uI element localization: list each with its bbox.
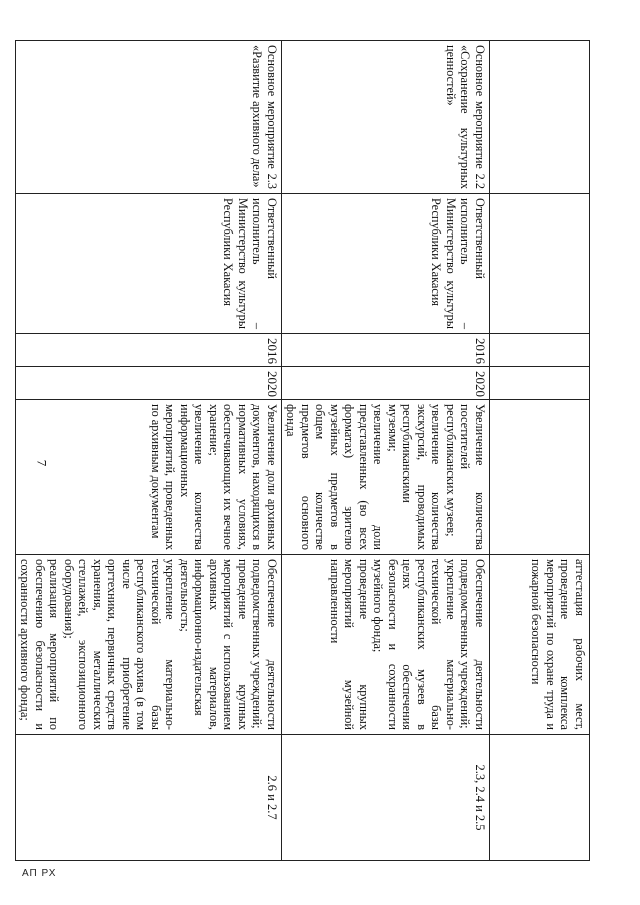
actions-cell xyxy=(490,555,590,735)
indicator-item: Увеличение количества посетителей республиканских музеев; xyxy=(444,404,487,550)
executor-cell: Ответственный исполнитель – Министерство культуры Республики Хакасия xyxy=(16,194,282,334)
action-item: Обеспечение деятельности подведомственных учреждений; xyxy=(250,559,279,730)
action-item: проведение крупных мероприятий с использованием архивных материалов, информационно-издательская деятельность; xyxy=(178,559,250,730)
action-item: Обеспечение деятельности подведомственных учреждений; xyxy=(458,559,487,730)
program-measures-table xyxy=(15,40,590,861)
indicators-cell xyxy=(16,400,282,555)
page-number: 7 xyxy=(34,459,50,467)
indicators-cell xyxy=(490,400,590,555)
table-rotation-frame xyxy=(18,40,590,860)
indicator-item: Увеличение доли архивных документов, находящихся в нормативных условиях, обеспечивающих их вечное хранение; xyxy=(207,404,279,550)
indicator-item: увеличение количества экскурсий, проводимых республиканскими музеями; xyxy=(386,404,444,550)
rotated-table-container xyxy=(18,40,590,860)
indicator-ref-cell: 2.6 и 2.7 xyxy=(16,735,282,861)
indicator-item: увеличение количества информационных мероприятий, проведенных по архивным документам xyxy=(149,404,207,550)
action-item: реализация мероприятий по обеспечению безопасности и сохранности архивного фонда; xyxy=(18,559,62,730)
indicators-cell xyxy=(282,400,490,555)
action-item: укрепление материально-технической базы республиканских музеев в целях обеспечения безопасности и сохранности музейного фонда; xyxy=(371,559,458,730)
table-row xyxy=(282,41,490,861)
measure-cell xyxy=(490,41,590,194)
table-row xyxy=(490,41,590,861)
executor-cell xyxy=(490,194,590,334)
measure-cell: Основное мероприятие 2.3 «Развитие архивного дела» xyxy=(16,41,282,194)
executor-cell: Ответственный исполнитель – Министерство культуры Республики Хакасия xyxy=(282,194,490,334)
start-year-cell: 2016 xyxy=(16,334,282,367)
action-item: проведение крупных мероприятий музейной направленности xyxy=(328,559,371,730)
end-year-cell: 2020 xyxy=(16,367,282,400)
archive-stamp: АП РХ xyxy=(22,868,57,879)
table-row xyxy=(16,41,282,861)
end-year-cell: 2020 xyxy=(282,367,490,400)
actions-cell xyxy=(282,555,490,735)
indicator-ref-cell: 2.3, 2.4 и 2.5 xyxy=(282,735,490,861)
indicator-ref-cell xyxy=(490,735,590,861)
start-year-cell: 2016 xyxy=(282,334,490,367)
action-item: аттестация рабочих мест, проведение комплекса мероприятий по охране труда и пожарной безопасности xyxy=(529,559,587,730)
start-year-cell xyxy=(490,334,590,367)
indicator-item: увеличение доли представленных (во всех форматах) зрителю музейных предметов в общем количестве предметов основного фонда xyxy=(284,404,386,550)
end-year-cell xyxy=(490,367,590,400)
actions-cell xyxy=(16,555,282,735)
measure-cell: Основное мероприятие 2.2 «Сохранение культурных ценностей» xyxy=(282,41,490,194)
action-item: укрепление материально-технической базы республиканского архива (в том числе приобретение оргтехники, первичных средств хранения, металлических стеллажей, экспозиционного оборудования); xyxy=(62,559,178,730)
